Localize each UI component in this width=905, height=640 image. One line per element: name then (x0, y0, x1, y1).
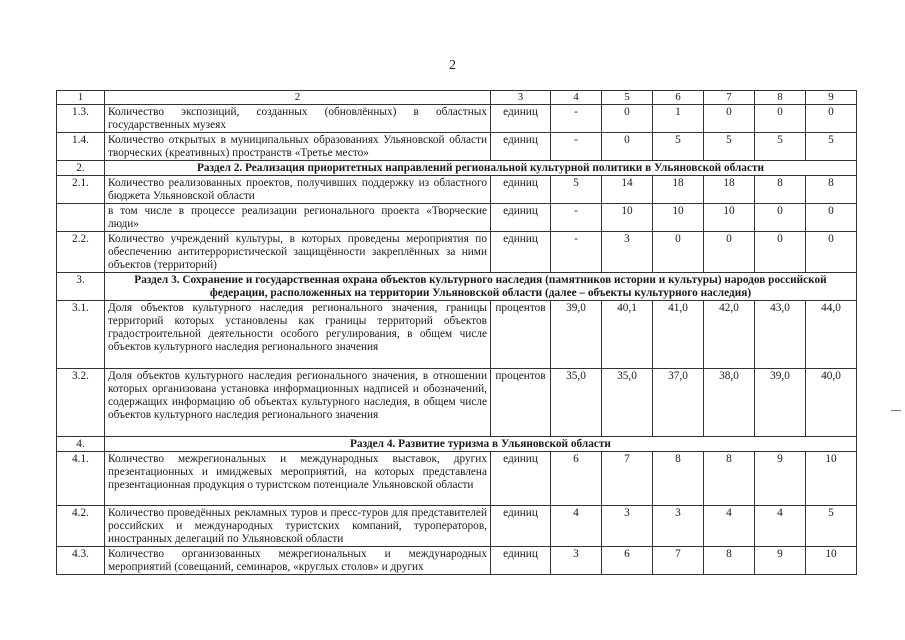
value-cell: 35,0 (602, 369, 653, 437)
indicator-name: Количество межрегиональных и международных выставок, других презентационных и имиджевых мероприятий, на которых представлена презентационная продукция о туристском потенциале Ульяновской области (105, 452, 491, 506)
row-number: 4.3. (57, 547, 105, 575)
value-cell: 5 (653, 133, 704, 161)
value-cell: - (551, 232, 602, 273)
indicator-name: Количество открытых в муниципальных образованиях Ульяновской области творческих (креативных) пространств «Третье место» (105, 133, 491, 161)
row-number: 2.2. (57, 232, 105, 273)
section-row (57, 273, 857, 301)
column-number: 1 (57, 91, 105, 105)
value-cell: 0 (806, 232, 857, 273)
value-cell: 4 (551, 506, 602, 547)
value-cell: 40,1 (602, 301, 653, 369)
unit-cell: единиц (491, 204, 551, 232)
table-row (57, 133, 857, 161)
value-cell: 6 (602, 547, 653, 575)
table-row (57, 506, 857, 547)
value-cell: 3 (653, 506, 704, 547)
value-cell: 7 (653, 547, 704, 575)
indicator-name: Доля объектов культурного наследия регионального значения, границы территорий которых установлены как границы территорий объектов градостроительной деятельности особого регулирования, в общем числе объектов культурного наследия регионального значения (105, 301, 491, 369)
column-number: 3 (491, 91, 551, 105)
unit-cell: единиц (491, 105, 551, 133)
unit-cell: единиц (491, 547, 551, 575)
column-number-row (57, 91, 857, 105)
value-cell: 3 (551, 547, 602, 575)
row-number: 4. (57, 437, 105, 452)
unit-cell: единиц (491, 232, 551, 273)
indicator-name: Доля объектов культурного наследия регионального значения, в отношении которых организована установка информационных надписей и обозначений, содержащих информацию об объектах культурного наследия, в общем числе объектов культурного наследия регионального значения (105, 369, 491, 437)
section-title: Раздел 3. Сохранение и государственная охрана объектов культурного наследия (памятников истории и культуры) народов российской федерации, расположенных на территории Ульяновской области (далее – объекты культурного наследия) (105, 273, 857, 301)
value-cell: 41,0 (653, 301, 704, 369)
indicator-name: в том числе в процессе реализации регионального проекта «Творческие люди» (105, 204, 491, 232)
value-cell: 44,0 (806, 301, 857, 369)
value-cell: 0 (602, 133, 653, 161)
indicator-name: Количество проведённых рекламных туров и пресс-туров для представителей российских и международных туристских компаний, туроператоров, иностранных делегаций по Ульяновской области (105, 506, 491, 547)
value-cell: 40,0 (806, 369, 857, 437)
section-title: Раздел 2. Реализация приоритетных направлений региональной культурной политики в Ульяновской области (105, 161, 857, 176)
value-cell: 35,0 (551, 369, 602, 437)
indicator-name: Количество учреждений культуры, в которых проведены мероприятия по обеспечению антитеррористической защищённости закреплённых за ними объектов (территорий) (105, 232, 491, 273)
row-number: 4.2. (57, 506, 105, 547)
value-cell: 0 (755, 232, 806, 273)
table-row (57, 176, 857, 204)
value-cell: 7 (602, 452, 653, 506)
value-cell: 9 (755, 547, 806, 575)
value-cell: 10 (806, 452, 857, 506)
value-cell: 10 (653, 204, 704, 232)
row-number: 1.3. (57, 105, 105, 133)
value-cell: 5 (551, 176, 602, 204)
indicators-table (56, 90, 857, 575)
value-cell: 18 (704, 176, 755, 204)
row-number: 3.2. (57, 369, 105, 437)
column-number: 4 (551, 91, 602, 105)
value-cell: 5 (704, 133, 755, 161)
value-cell: 10 (806, 547, 857, 575)
section-row (57, 437, 857, 452)
value-cell: - (551, 105, 602, 133)
value-cell: 4 (704, 506, 755, 547)
value-cell: 39,0 (755, 369, 806, 437)
column-number: 2 (105, 91, 491, 105)
table-row (57, 232, 857, 273)
unit-cell: процентов (491, 369, 551, 437)
value-cell: 43,0 (755, 301, 806, 369)
value-cell: 18 (653, 176, 704, 204)
value-cell: 8 (755, 176, 806, 204)
column-number: 8 (755, 91, 806, 105)
value-cell: 6 (551, 452, 602, 506)
value-cell: 5 (806, 133, 857, 161)
row-number: 3.1. (57, 301, 105, 369)
row-number: 1.4. (57, 133, 105, 161)
value-cell: 5 (755, 133, 806, 161)
value-cell: 4 (755, 506, 806, 547)
value-cell: 0 (653, 232, 704, 273)
section-row (57, 161, 857, 176)
row-number: 2.1. (57, 176, 105, 204)
value-cell: 8 (806, 176, 857, 204)
value-cell: - (551, 133, 602, 161)
unit-cell: единиц (491, 452, 551, 506)
column-number: 5 (602, 91, 653, 105)
value-cell: 0 (704, 232, 755, 273)
table-row (57, 452, 857, 506)
row-number: 4.1. (57, 452, 105, 506)
row-number: 2. (57, 161, 105, 176)
table-row (57, 204, 857, 232)
value-cell: 0 (602, 105, 653, 133)
table-row (57, 547, 857, 575)
margin-mark (891, 410, 901, 411)
row-number: 3. (57, 273, 105, 301)
value-cell: - (551, 204, 602, 232)
value-cell: 10 (704, 204, 755, 232)
indicator-name: Количество экспозиций, созданных (обновлённых) в областных государственных музеях (105, 105, 491, 133)
unit-cell: процентов (491, 301, 551, 369)
column-number: 9 (806, 91, 857, 105)
value-cell: 38,0 (704, 369, 755, 437)
table-row (57, 105, 857, 133)
table-row (57, 369, 857, 437)
row-number (57, 204, 105, 232)
value-cell: 0 (704, 105, 755, 133)
value-cell: 42,0 (704, 301, 755, 369)
value-cell: 5 (806, 506, 857, 547)
value-cell: 0 (755, 204, 806, 232)
value-cell: 9 (755, 452, 806, 506)
page-number: 2 (449, 58, 456, 73)
section-title: Раздел 4. Развитие туризма в Ульяновской области (105, 437, 857, 452)
value-cell: 3 (602, 506, 653, 547)
value-cell: 8 (704, 452, 755, 506)
indicator-name: Количество реализованных проектов, получивших поддержку из областного бюджета Ульяновской области (105, 176, 491, 204)
table-row (57, 301, 857, 369)
column-number: 7 (704, 91, 755, 105)
unit-cell: единиц (491, 176, 551, 204)
value-cell: 39,0 (551, 301, 602, 369)
value-cell: 3 (602, 232, 653, 273)
value-cell: 14 (602, 176, 653, 204)
value-cell: 8 (653, 452, 704, 506)
value-cell: 0 (806, 105, 857, 133)
unit-cell: единиц (491, 506, 551, 547)
value-cell: 0 (806, 204, 857, 232)
column-number: 6 (653, 91, 704, 105)
indicator-name: Количество организованных межрегиональных и международных мероприятий (совещаний, семинаров, «круглых столов» и других (105, 547, 491, 575)
value-cell: 8 (704, 547, 755, 575)
value-cell: 37,0 (653, 369, 704, 437)
unit-cell: единиц (491, 133, 551, 161)
value-cell: 1 (653, 105, 704, 133)
value-cell: 10 (602, 204, 653, 232)
value-cell: 0 (755, 105, 806, 133)
